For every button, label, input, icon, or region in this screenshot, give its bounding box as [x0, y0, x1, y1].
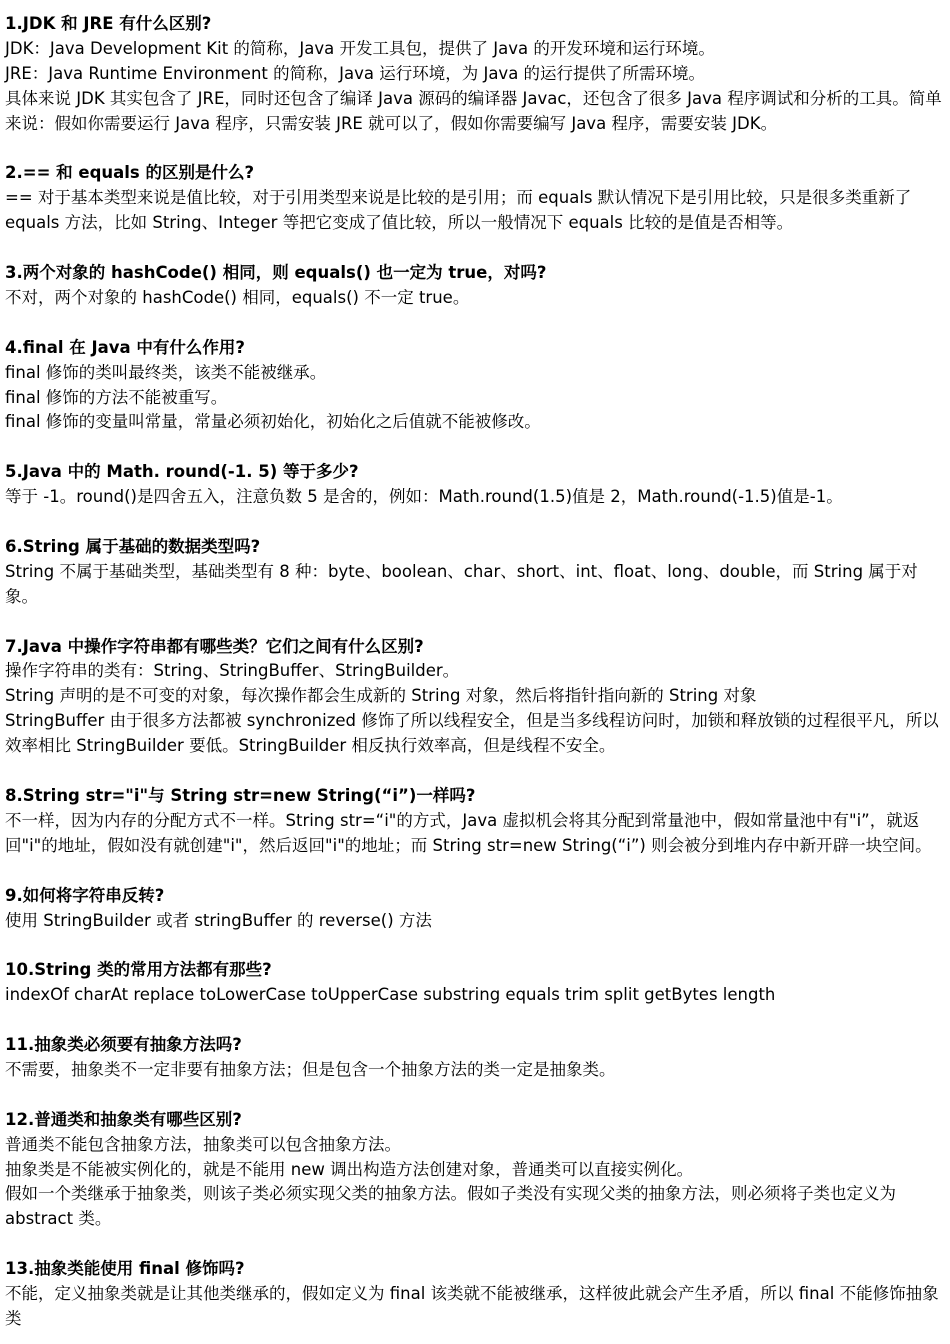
qa-item-5: [5, 460, 944, 510]
answer-paragraph: JDK：Java Development Kit 的简称，Java 开发工具包，提供了 Java 的开发环境和运行环境。: [5, 38, 715, 58]
answer-paragraph: String 声明的是不可变的对象，每次操作都会生成新的 String 对象，然后将指针指向新的 String 对象: [5, 686, 757, 706]
question-heading: 11.抽象类必须要有抽象方法吗?: [5, 1035, 242, 1054]
qa-item-6: [5, 535, 944, 610]
qa-item-9: [5, 884, 944, 934]
answer-paragraph: 等于 -1。round()是四舍五入，注意负数 5 是舍的，例如：Math.round(1.5)值是 2，Math.round(-1.5)值是-1。: [5, 487, 843, 507]
answer-paragraph: StringBuffer 由于很多方法都被 synchronized 修饰了所以线程安全，但是当多线程访问时，加锁和释放锁的过程很平凡，所以效率相比 StringBuilder 要低。StringBuilder 相反执行效率高，但是线程不安全。: [5, 711, 939, 756]
qa-item-7: [5, 635, 944, 760]
answer-paragraph: JRE：Java Runtime Environment 的简称，Java 运行环境，为 Java 的运行提供了所需环境。: [5, 63, 706, 83]
answer-paragraph: final 修饰的方法不能被重写。: [5, 387, 228, 407]
answer-paragraph: 不对，两个对象的 hashCode() 相同，equals() 不一定 true。: [5, 287, 470, 307]
answer-paragraph: 抽象类是不能被实例化的，就是不能用 new 调出构造方法创建对象，普通类可以直接实例化。: [5, 1159, 694, 1179]
answer-paragraph: final 修饰的类叫最终类，该类不能被继承。: [5, 362, 327, 382]
answer-paragraph: indexOf charAt replace toLowerCase toUpperCase substring equals trim split getBytes length: [5, 985, 776, 1005]
answer-paragraph: 操作字符串的类有：String、StringBuffer、StringBuilder。: [5, 661, 460, 681]
question-heading: 7.Java 中操作字符串都有哪些类？它们之间有什么区别?: [5, 636, 424, 656]
question-heading: 9.如何将字符串反转?: [5, 885, 165, 905]
qa-item-3: [5, 261, 944, 311]
question-heading: 12.普通类和抽象类有哪些区别?: [5, 1109, 242, 1129]
answer-paragraph: String 不属于基础类型，基础类型有 8 种：byte、boolean、char、short、int、float、long、double，而 String 属于对象。: [5, 561, 918, 606]
qa-item-8: [5, 784, 944, 859]
question-heading: 8.String str="i"与 String str=new String(“i”)一样吗?: [5, 785, 476, 805]
qa-item-12: [5, 1108, 944, 1233]
answer-paragraph: 假如一个类继承于抽象类，则该子类必须实现父类的抽象方法。假如子类没有实现父类的抽象方法，则必须将子类也定义为 abstract 类。: [5, 1184, 896, 1229]
question-heading: 10.String 类的常用方法都有那些?: [5, 960, 272, 980]
answer-paragraph: 不需要，抽象类不一定非要有抽象方法；但是包含一个抽象方法的类一定是抽象类。: [5, 1059, 616, 1079]
answer-paragraph: 不能，定义抽象类就是让其他类继承的，假如定义为 final 该类就不能被继承，这样彼此就会产生矛盾，所以 final 不能修饰抽象类: [5, 1284, 939, 1328]
qa-item-10: [5, 958, 944, 1008]
answer-paragraph: == 对于基本类型来说是值比较，对于引用类型来说是比较的是引用；而 equals 默认情况下是引用比较，只是很多类重新了 equals 方法，比如 String、Integer 等把它变成了值比较，所以一般情况下 equals 比较的是值是否相等。: [5, 188, 912, 233]
answer-paragraph: 具体来说 JDK 其实包含了 JRE，同时还包含了编译 Java 源码的编译器 Javac，还包含了很多 Java 程序调试和分析的工具。简单来说：假如你需要运行 Java 程序，只需安装 JRE 就可以了，假如你需要编写 Java 程序，需要安装 JDK。: [5, 88, 942, 133]
qa-item-4: [5, 336, 944, 436]
question-heading: 2.== 和 equals 的区别是什么?: [5, 163, 255, 183]
answer-paragraph: 普通类不能包含抽象方法，抽象类可以包含抽象方法。: [5, 1134, 401, 1154]
answer-paragraph: 不一样，因为内存的分配方式不一样。String str=“i"的方式，Java 虚拟机会将其分配到常量池中，假如常量池中有"i”，就返回"i"的地址，假如没有就创建"i"，然后返回"i"的地址；而 String str=new String(“i”) 则会被分到堆内存中新开辟一块空间。: [5, 810, 932, 855]
question-heading: 6.String 属于基础的数据类型吗?: [5, 536, 261, 556]
question-heading: 5.Java 中的 Math. round(-1. 5) 等于多少?: [5, 462, 359, 482]
question-heading: 1.JDK 和 JRE 有什么区别?: [5, 14, 212, 33]
qa-item-11: [5, 1033, 944, 1083]
qa-item-13: [5, 1257, 944, 1332]
qa-item-1: [5, 12, 944, 137]
question-heading: 4.final 在 Java 中有什么作用?: [5, 337, 245, 357]
answer-paragraph: 使用 StringBuilder 或者 stringBuffer 的 reverse() 方法: [5, 910, 432, 930]
qa-item-2: [5, 161, 944, 236]
question-heading: 13.抽象类能使用 final 修饰吗?: [5, 1259, 245, 1279]
question-heading: 3.两个对象的 hashCode() 相同，则 equals() 也一定为 true，对吗?: [5, 263, 547, 283]
answer-paragraph: final 修饰的变量叫常量，常量必须初始化，初始化之后值就不能被修改。: [5, 412, 541, 432]
